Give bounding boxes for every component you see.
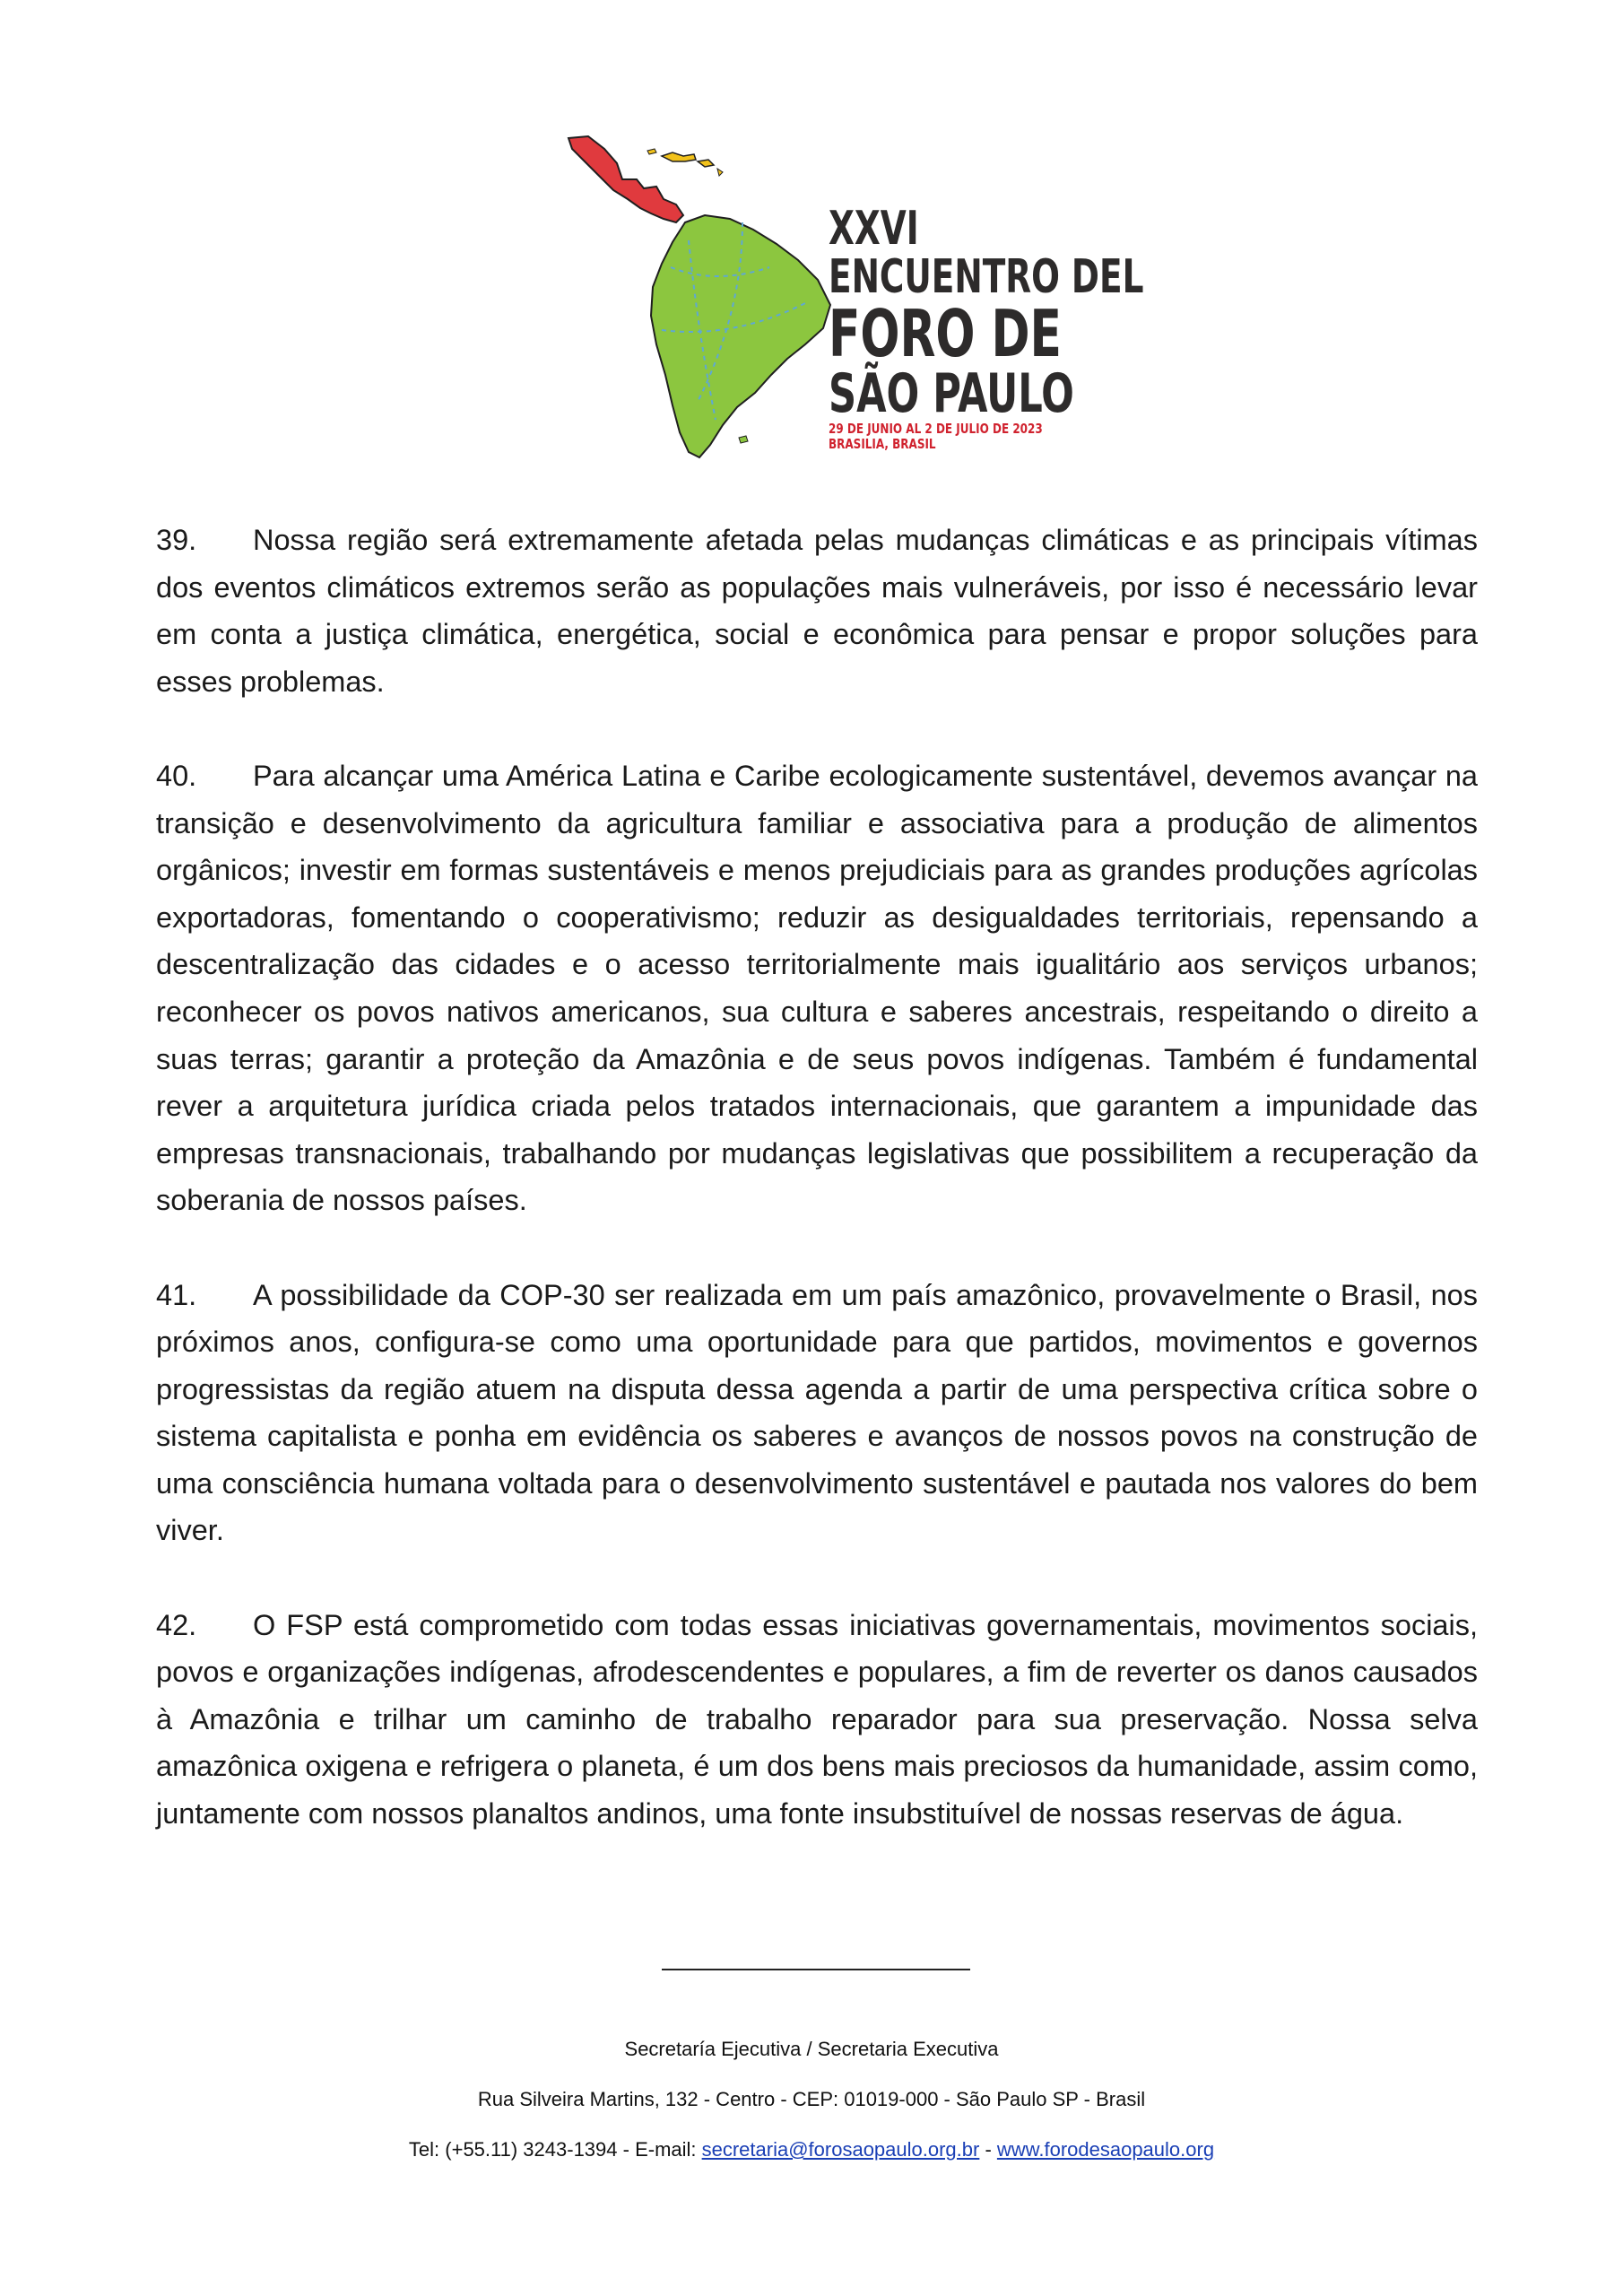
paragraph-41	[156, 1272, 1478, 1555]
latin-america-map-icon	[563, 133, 832, 466]
event-logo	[563, 133, 1144, 466]
paragraph-40	[156, 752, 1478, 1224]
paragraph-number: 42.	[156, 1608, 197, 1641]
paragraph-number: 41.	[156, 1278, 197, 1311]
paragraph-39	[156, 517, 1478, 705]
footer-email-link[interactable]: secretaria@forosaopaulo.org.br	[701, 2138, 980, 2161]
paragraph-number: 40.	[156, 759, 197, 792]
logo-line-1: XXVI	[829, 202, 919, 256]
footer-address: Rua Silveira Martins, 132 - Centro - CEP: 01019-000 - São Paulo SP - Brasil	[477, 2088, 1146, 2110]
footer-website-link[interactable]: www.forodesaopaulo.org	[996, 2138, 1215, 2161]
logo-line-3: FORO DE	[829, 296, 1062, 371]
paragraph-text: A possibilidade da COP-30 ser realizada em um país amazônico, provavelmente o Brasil, nos próximos anos, configura-se como uma oportunidade para que partidos, movimentos e governos progressistas da região atuem na disputa dessa agenda a partir de uma perspectiva crítica sobre o sistema capitalista e ponha em evidência os saberes e avanços de nossos povos na construção de uma consciência humana voltada para o desenvolvimento sustentável e pautada nos valores do bem viver.	[156, 1278, 1478, 1547]
footer-contact	[0, 2138, 1623, 2161]
paragraph-text: Nossa região será extremamente afetada pelas mudanças climáticas e as principais vítimas dos eventos climáticos extremos serão as populações mais vulneráveis, por isso é necessário levar em conta a justiça climática, energética, social e econômica para pensar e propor soluções para esses problemas.	[156, 524, 1478, 698]
footer-separator: -	[979, 2138, 997, 2161]
paragraph-text: O FSP está comprometido com todas essas iniciativas governamentais, movimentos sociais, povos e organizações indígenas, afrodescendentes e populares, a fim de reverter os danos causados à Amazônia e trilhar um caminho de trabalho reparador para sua preservação. Nossa selva amazônica oxigena e refrigera o planeta, é um dos bens mais preciosos da humanidade, assim como, juntamente com nossos planaltos andinos, uma fonte insubstituível de nossas reservas de água.	[156, 1608, 1478, 1831]
paragraph-text: Para alcançar uma América Latina e Caribe ecologicamente sustentável, devemos avançar na transição e desenvolvimento da agricultura familiar e associativa para a produção de alimentos orgânicos; investir em formas sustentáveis e menos prejudiciais para as grandes produções agrícolas exportadoras, fomentando o cooperativismo; reduzir as desigualdades territoriais, repensando a descentralização das cidades e o acesso territorialmente mais igualitário aos serviços urbanos; reconhecer os povos nativos americanos, sua cultura e saberes ancestrais, respeitando o direito a suas terras; garantir a proteção da Amazônia e de seus povos indígenas. Também é fundamental rever a arquitetura jurídica criada pelos tratados internacionais, que garantem a impunidade das empresas transnacionais, trabalhando por mudanças legislativas que possibilitem a recuperação da soberania de nossos países.	[156, 759, 1478, 1217]
logo-line-4: SÃO PAULO	[829, 362, 1074, 425]
logo-date: 29 DE JUNIO AL 2 DE JULIO DE 2023	[829, 421, 1043, 437]
footer-phone: Tel: (+55.11) 3243-1394 - E-mail:	[408, 2138, 702, 2161]
footer-secretariat: Secretaría Ejecutiva / Secretaria Executiva	[624, 2038, 999, 2060]
paragraph-42	[156, 1602, 1478, 1838]
logo-place: BRASILIA, BRASIL	[829, 436, 936, 452]
logo-wordmark	[829, 202, 1144, 452]
paragraph-number: 39.	[156, 524, 197, 556]
footer-divider	[662, 1969, 970, 1970]
logo-line-2: ENCUENTRO DEL	[829, 250, 1144, 304]
document-body	[156, 517, 1478, 1884]
